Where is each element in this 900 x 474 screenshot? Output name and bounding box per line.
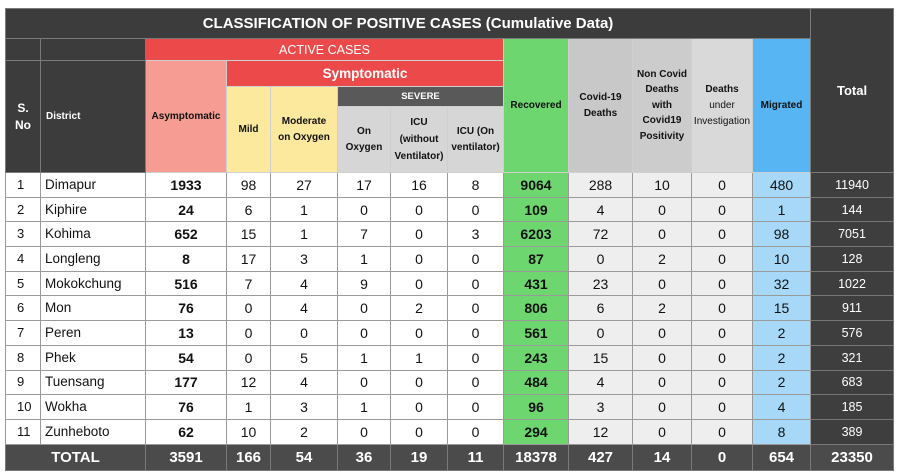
total-covid-deaths: 427 xyxy=(569,444,633,470)
cell-deaths-investigation: 0 xyxy=(692,370,753,395)
table-row xyxy=(6,296,894,321)
cell-moderate: 0 xyxy=(271,321,338,346)
cell-non-covid-deaths: 0 xyxy=(633,321,692,346)
cell-moderate: 4 xyxy=(271,271,338,296)
cell-covid-deaths: 6 xyxy=(569,296,633,321)
cell-total: 7051 xyxy=(811,222,894,247)
cell-on-oxygen: 0 xyxy=(338,296,391,321)
cell-district: Kohima xyxy=(41,222,146,247)
cell-migrated: 4 xyxy=(753,395,811,420)
total-mild: 166 xyxy=(227,444,271,470)
cell-icu-on: 0 xyxy=(448,296,504,321)
cell-icu-on: 3 xyxy=(448,222,504,247)
cell-moderate: 3 xyxy=(271,247,338,272)
cell-asymptomatic: 62 xyxy=(146,419,227,444)
cell-total: 185 xyxy=(811,395,894,420)
cell-total: 683 xyxy=(811,370,894,395)
cell-icu-without: 0 xyxy=(391,222,448,247)
cell-mild: 10 xyxy=(227,419,271,444)
cell-asymptomatic: 1933 xyxy=(146,173,227,198)
cell-deaths-investigation: 0 xyxy=(692,395,753,420)
header-non-covid-deaths: Non Covid Deaths with Covid19 Positivity xyxy=(633,39,692,173)
cell-mild: 6 xyxy=(227,197,271,222)
cell-deaths-investigation: 0 xyxy=(692,296,753,321)
positive-cases-table xyxy=(5,8,894,471)
cell-deaths-investigation: 0 xyxy=(692,247,753,272)
total-asymptomatic: 3591 xyxy=(146,444,227,470)
total-on-oxygen: 36 xyxy=(338,444,391,470)
cell-mild: 0 xyxy=(227,321,271,346)
cell-recovered: 243 xyxy=(504,345,569,370)
cell-covid-deaths: 4 xyxy=(569,197,633,222)
cell-deaths-investigation: 0 xyxy=(692,173,753,198)
cell-icu-on: 0 xyxy=(448,370,504,395)
cell-on-oxygen: 0 xyxy=(338,419,391,444)
cell-on-oxygen: 0 xyxy=(338,321,391,346)
cell-non-covid-deaths: 0 xyxy=(633,222,692,247)
cell-mild: 0 xyxy=(227,296,271,321)
cell-covid-deaths: 4 xyxy=(569,370,633,395)
cell-icu-on: 0 xyxy=(448,197,504,222)
total-moderate: 54 xyxy=(271,444,338,470)
cell-asymptomatic: 8 xyxy=(146,247,227,272)
header-recovered: Recovered xyxy=(504,39,569,173)
cell-on-oxygen: 0 xyxy=(338,370,391,395)
cell-mild: 12 xyxy=(227,370,271,395)
cell-migrated: 10 xyxy=(753,247,811,272)
cell-moderate: 5 xyxy=(271,345,338,370)
cell-deaths-investigation: 0 xyxy=(692,197,753,222)
cell-icu-on: 0 xyxy=(448,271,504,296)
cell-icu-without: 0 xyxy=(391,419,448,444)
cell-migrated: 15 xyxy=(753,296,811,321)
cell-asymptomatic: 76 xyxy=(146,395,227,420)
cell-icu-without: 16 xyxy=(391,173,448,198)
cell-icu-on: 0 xyxy=(448,419,504,444)
cell-recovered: 87 xyxy=(504,247,569,272)
table-row xyxy=(6,419,894,444)
cell-non-covid-deaths: 0 xyxy=(633,271,692,296)
table-row xyxy=(6,173,894,198)
cell-recovered: 294 xyxy=(504,419,569,444)
total-label: TOTAL xyxy=(6,444,146,470)
total-icu-on: 11 xyxy=(448,444,504,470)
cell-asymptomatic: 54 xyxy=(146,345,227,370)
cell-non-covid-deaths: 10 xyxy=(633,173,692,198)
table-row xyxy=(6,321,894,346)
table-row xyxy=(6,197,894,222)
header-asymptomatic: Asymptomatic xyxy=(146,61,227,173)
cell-icu-without: 0 xyxy=(391,271,448,296)
cell-recovered: 96 xyxy=(504,395,569,420)
cell-migrated: 2 xyxy=(753,321,811,346)
header-symptomatic: Symptomatic xyxy=(227,61,504,87)
cell-total: 128 xyxy=(811,247,894,272)
cell-deaths-investigation: 0 xyxy=(692,345,753,370)
total-non-covid-deaths: 14 xyxy=(633,444,692,470)
cell-icu-without: 0 xyxy=(391,247,448,272)
cell-icu-without: 2 xyxy=(391,296,448,321)
cell-non-covid-deaths: 2 xyxy=(633,296,692,321)
cell-icu-without: 1 xyxy=(391,345,448,370)
cell-recovered: 484 xyxy=(504,370,569,395)
cell-covid-deaths: 0 xyxy=(569,321,633,346)
cell-migrated: 32 xyxy=(753,271,811,296)
cell-migrated: 1 xyxy=(753,197,811,222)
cell-non-covid-deaths: 0 xyxy=(633,419,692,444)
cell-total: 11940 xyxy=(811,173,894,198)
cell-icu-on: 8 xyxy=(448,173,504,198)
cell-asymptomatic: 177 xyxy=(146,370,227,395)
cell-asymptomatic: 13 xyxy=(146,321,227,346)
cell-district: Mon xyxy=(41,296,146,321)
cell-sno: 3 xyxy=(6,222,41,247)
cell-recovered: 431 xyxy=(504,271,569,296)
cell-on-oxygen: 17 xyxy=(338,173,391,198)
cell-icu-on: 0 xyxy=(448,247,504,272)
header-icu-on-ventilator: ICU (On ventilator) xyxy=(448,107,504,173)
header-mild: Mild xyxy=(227,87,271,173)
table-footer xyxy=(6,444,894,470)
cell-covid-deaths: 23 xyxy=(569,271,633,296)
header-covid-deaths: Covid-19 Deaths xyxy=(569,39,633,173)
cell-sno: 1 xyxy=(6,173,41,198)
cell-moderate: 3 xyxy=(271,395,338,420)
header-sno: S. No xyxy=(6,61,41,173)
cell-deaths-investigation: 0 xyxy=(692,321,753,346)
cell-non-covid-deaths: 2 xyxy=(633,247,692,272)
cell-on-oxygen: 0 xyxy=(338,197,391,222)
cell-recovered: 806 xyxy=(504,296,569,321)
cell-mild: 1 xyxy=(227,395,271,420)
header-blank-district xyxy=(41,39,146,61)
cell-district: Longleng xyxy=(41,247,146,272)
cell-total: 144 xyxy=(811,197,894,222)
cell-on-oxygen: 1 xyxy=(338,395,391,420)
cell-district: Zunheboto xyxy=(41,419,146,444)
cell-covid-deaths: 72 xyxy=(569,222,633,247)
cell-recovered: 109 xyxy=(504,197,569,222)
total-row xyxy=(6,444,894,470)
total-icu-without: 19 xyxy=(391,444,448,470)
cell-icu-without: 0 xyxy=(391,321,448,346)
cell-mild: 0 xyxy=(227,345,271,370)
cell-migrated: 2 xyxy=(753,370,811,395)
title-row xyxy=(6,9,894,39)
header-migrated: Migrated xyxy=(753,39,811,173)
header-severe: SEVERE xyxy=(338,87,504,107)
cell-sno: 4 xyxy=(6,247,41,272)
table-row xyxy=(6,247,894,272)
header-deaths-investigation xyxy=(692,39,753,173)
table-title: CLASSIFICATION OF POSITIVE CASES (Cumulative Data) xyxy=(6,9,811,39)
cell-icu-on: 0 xyxy=(448,345,504,370)
cell-mild: 15 xyxy=(227,222,271,247)
cell-total: 1022 xyxy=(811,271,894,296)
cell-sno: 11 xyxy=(6,419,41,444)
header-active-cases: ACTIVE CASES xyxy=(146,39,504,61)
cell-on-oxygen: 7 xyxy=(338,222,391,247)
cell-sno: 8 xyxy=(6,345,41,370)
cell-total: 389 xyxy=(811,419,894,444)
cell-non-covid-deaths: 0 xyxy=(633,370,692,395)
cell-on-oxygen: 9 xyxy=(338,271,391,296)
cell-covid-deaths: 12 xyxy=(569,419,633,444)
table-row xyxy=(6,395,894,420)
cell-asymptomatic: 652 xyxy=(146,222,227,247)
cell-on-oxygen: 1 xyxy=(338,345,391,370)
cell-moderate: 27 xyxy=(271,173,338,198)
cell-deaths-investigation: 0 xyxy=(692,222,753,247)
cell-deaths-investigation: 0 xyxy=(692,419,753,444)
cell-asymptomatic: 516 xyxy=(146,271,227,296)
table-header xyxy=(6,9,894,173)
cell-migrated: 480 xyxy=(753,173,811,198)
cell-moderate: 4 xyxy=(271,370,338,395)
cell-recovered: 561 xyxy=(504,321,569,346)
cell-non-covid-deaths: 0 xyxy=(633,395,692,420)
cell-non-covid-deaths: 0 xyxy=(633,345,692,370)
cell-moderate: 1 xyxy=(271,222,338,247)
header-icu-without-ventilator: ICU (without Ventilator) xyxy=(391,107,448,173)
cell-sno: 7 xyxy=(6,321,41,346)
cell-total: 911 xyxy=(811,296,894,321)
header-row-active xyxy=(6,39,894,61)
cell-sno: 6 xyxy=(6,296,41,321)
cell-district: Dimapur xyxy=(41,173,146,198)
cell-sno: 10 xyxy=(6,395,41,420)
cell-total: 321 xyxy=(811,345,894,370)
cell-district: Phek xyxy=(41,345,146,370)
header-district: District xyxy=(41,61,146,173)
cell-migrated: 98 xyxy=(753,222,811,247)
header-deaths-investigation-sub: under Investigation xyxy=(693,99,751,127)
cell-deaths-investigation: 0 xyxy=(692,271,753,296)
cell-sno: 2 xyxy=(6,197,41,222)
header-deaths-investigation-main: Deaths xyxy=(705,83,739,95)
cell-district: Peren xyxy=(41,321,146,346)
cell-asymptomatic: 76 xyxy=(146,296,227,321)
cell-moderate: 2 xyxy=(271,419,338,444)
cell-mild: 98 xyxy=(227,173,271,198)
total-grand: 23350 xyxy=(811,444,894,470)
cell-migrated: 2 xyxy=(753,345,811,370)
cell-covid-deaths: 0 xyxy=(569,247,633,272)
cell-moderate: 1 xyxy=(271,197,338,222)
header-blank-sno xyxy=(6,39,41,61)
cell-icu-without: 0 xyxy=(391,395,448,420)
cell-migrated: 8 xyxy=(753,419,811,444)
table-row xyxy=(6,222,894,247)
header-moderate-on-oxygen: Moderate on Oxygen xyxy=(271,87,338,173)
cell-moderate: 4 xyxy=(271,296,338,321)
total-migrated: 654 xyxy=(753,444,811,470)
cell-icu-on: 0 xyxy=(448,321,504,346)
table-row xyxy=(6,370,894,395)
total-deaths-investigation: 0 xyxy=(692,444,753,470)
cell-covid-deaths: 15 xyxy=(569,345,633,370)
cell-total: 576 xyxy=(811,321,894,346)
cell-district: Mokokchung xyxy=(41,271,146,296)
cell-non-covid-deaths: 0 xyxy=(633,197,692,222)
district-rows xyxy=(6,173,894,445)
cell-recovered: 9064 xyxy=(504,173,569,198)
cell-icu-without: 0 xyxy=(391,197,448,222)
cell-mild: 7 xyxy=(227,271,271,296)
cell-sno: 9 xyxy=(6,370,41,395)
cell-icu-without: 0 xyxy=(391,370,448,395)
cell-recovered: 6203 xyxy=(504,222,569,247)
cell-sno: 5 xyxy=(6,271,41,296)
cell-district: Wokha xyxy=(41,395,146,420)
header-total: Total xyxy=(811,9,894,173)
header-on-oxygen: On Oxygen xyxy=(338,107,391,173)
cell-mild: 17 xyxy=(227,247,271,272)
cell-on-oxygen: 1 xyxy=(338,247,391,272)
cell-covid-deaths: 3 xyxy=(569,395,633,420)
cell-district: Tuensang xyxy=(41,370,146,395)
cell-covid-deaths: 288 xyxy=(569,173,633,198)
total-recovered: 18378 xyxy=(504,444,569,470)
cell-asymptomatic: 24 xyxy=(146,197,227,222)
cell-icu-on: 0 xyxy=(448,395,504,420)
cell-district: Kiphire xyxy=(41,197,146,222)
table-row xyxy=(6,345,894,370)
table-row xyxy=(6,271,894,296)
